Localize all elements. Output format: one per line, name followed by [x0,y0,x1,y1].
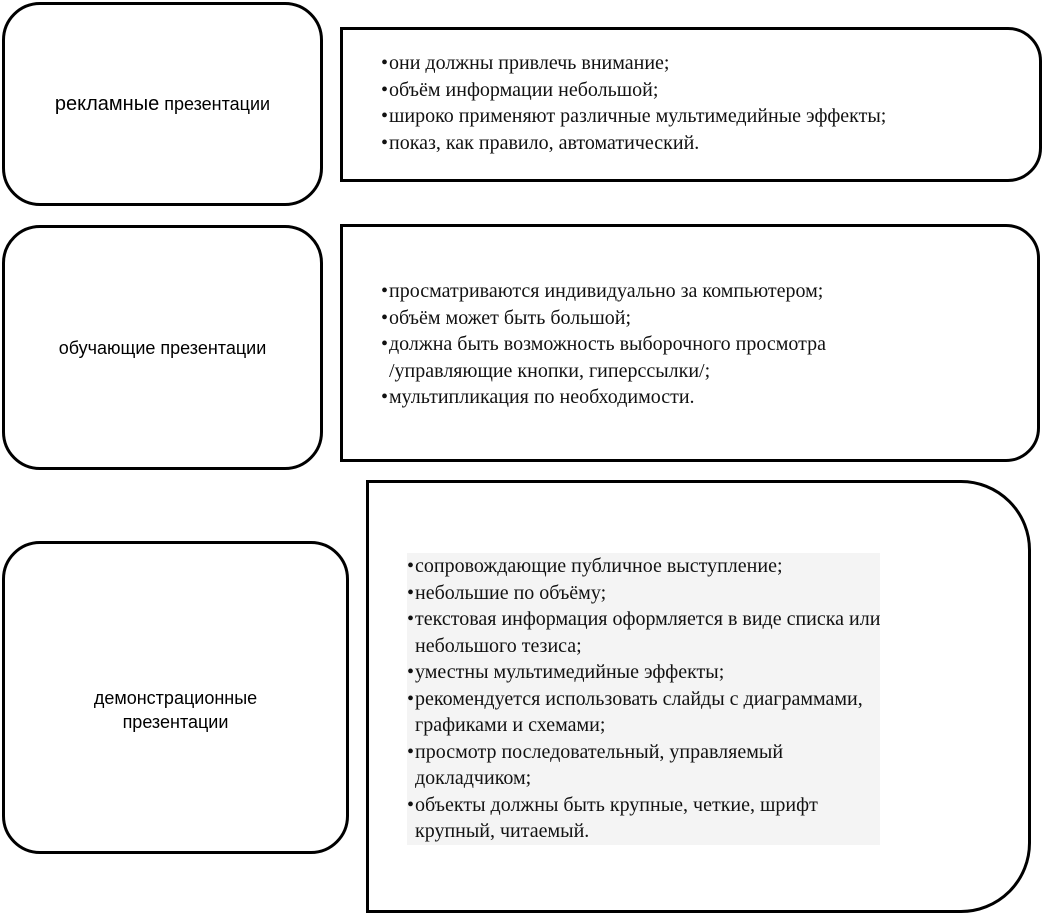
category-label-rest: обучающие презентации [58,337,267,358]
list-item: • широко применяют различные мультимедийные эффекты; [381,103,886,130]
description-box-advertising [340,27,1042,182]
list-item: • просматриваются индивидуально за компьютером; [381,278,826,305]
list-item: • просмотр последовательный, управляемый докладчиком; [407,739,880,792]
list-item: • мультипликация по необходимости. [381,384,826,411]
list-item: • небольшие по объёму; [407,580,880,607]
list-item: • должна быть возможность выборочного просмотра /управляющие кнопки, гиперссылки/; [381,331,826,384]
list-item: • объём может быть большой; [381,305,826,332]
list-item: • текстовая информация оформляется в виде списка или небольшого тезиса; [407,606,880,659]
list-item: • показ, как правило, автоматический. [381,130,886,157]
category-label-demonstration [94,662,257,734]
category-label-main: рекламные [54,93,160,115]
list-item: • рекомендуется использовать слайды с диаграммами, графиками и схемами; [407,686,880,739]
category-label-educational [59,336,267,360]
list-item: • объекты должны быть крупные, четкие, шрифт крупный, читаемый. [407,792,880,845]
category-box-advertising [2,2,323,206]
feature-list-advertising [381,50,886,156]
list-item: • они должны привлечь внимание; [381,50,886,77]
list-item: • сопровождающие публичное выступление; [407,553,880,580]
feature-list-educational [381,278,826,411]
category-label-advertising [55,92,270,116]
feature-list-demonstration [407,553,880,845]
category-label-rest: презентации [159,94,271,114]
list-item: • объём информации небольшой; [381,77,886,104]
category-label-rest: демонстрационные презентации [93,687,258,732]
category-box-educational [2,225,323,470]
category-box-demonstration [2,541,349,854]
description-box-demonstration [366,480,1031,913]
list-item: • уместны мультимедийные эффекты; [407,659,880,686]
description-box-educational [340,224,1040,462]
